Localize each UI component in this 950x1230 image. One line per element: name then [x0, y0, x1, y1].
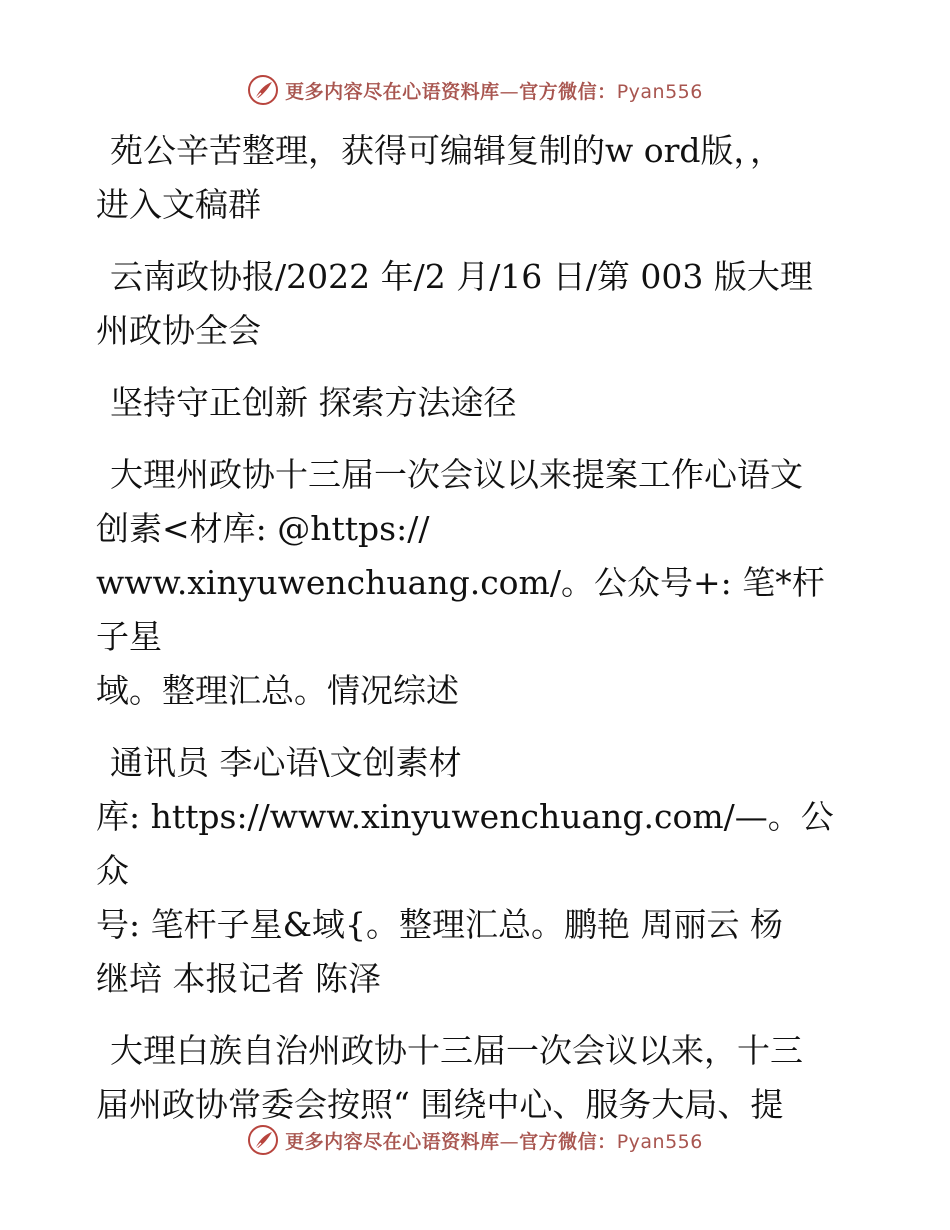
document-body: [96, 124, 856, 1132]
text-line: 库: https://www.xinyuwenchuang.com/—。公众: [96, 797, 834, 890]
text-line: 进入文稿群: [96, 185, 261, 224]
watermark-wechat: Pyan556: [616, 1130, 703, 1153]
text-line: 号: 笔杆子星&域{。整理汇总。鹏艳 周丽云 杨: [96, 905, 783, 944]
text-line: 州政协全会: [96, 311, 261, 350]
watermark-official: 官方微信：: [519, 1130, 617, 1153]
paragraph: [96, 736, 856, 1006]
text-line: 苑公辛苦整理，获得可编辑复制的w ord版，，: [110, 131, 784, 170]
text-line: 继培 本报记者 陈泽: [96, 959, 381, 998]
text-line: 届州政协常委会按照“ 围绕中心、服务大局、提: [96, 1085, 784, 1124]
watermark-main: 更多内容尽在心语资料库: [285, 80, 500, 103]
paragraph: [96, 376, 856, 430]
header-watermark-banner: [0, 70, 950, 110]
paragraph: [96, 448, 856, 718]
watermark-dash: —: [499, 80, 520, 103]
text-line: 大理白族自治州政协十三届一次会议以来，十三: [110, 1031, 803, 1070]
quill-logo-icon: [247, 1124, 279, 1156]
quill-logo-icon: [247, 74, 279, 106]
text-line: 通讯员 李心语\文创素材: [110, 743, 462, 782]
watermark-dash: —: [499, 1130, 520, 1153]
text-line: www.xinyuwenchuang.com/。公众号+: 笔*杆子星: [96, 563, 825, 656]
text-line: 创素<材库: @https://: [96, 509, 430, 548]
watermark-wechat: Pyan556: [616, 80, 703, 103]
text-line: 大理州政协十三届一次会议以来提案工作心语文: [110, 455, 803, 494]
footer-watermark-banner: [0, 1120, 950, 1160]
text-line: 坚持守正创新 探索方法途径: [110, 383, 517, 422]
paragraph: [96, 124, 856, 232]
paragraph: [96, 250, 856, 358]
watermark-main: 更多内容尽在心语资料库: [285, 1130, 500, 1153]
watermark-text: [285, 77, 703, 104]
text-line: 云南政协报/2022 年/2 月/16 日/第 003 版大理: [110, 257, 813, 296]
watermark-official: 官方微信：: [519, 80, 617, 103]
paragraph: [96, 1024, 856, 1132]
text-line: 域。整理汇总。情况综述: [96, 671, 459, 710]
watermark-text: [285, 1127, 703, 1154]
